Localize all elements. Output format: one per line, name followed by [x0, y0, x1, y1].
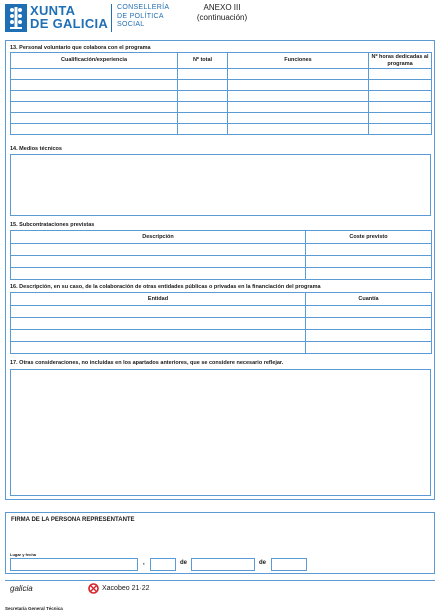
table-cell[interactable] — [178, 69, 228, 80]
table-row — [11, 342, 432, 354]
conselleria-line1: CONSELLERÍA — [117, 4, 170, 11]
table-cell[interactable] — [228, 113, 369, 124]
table-cell[interactable] — [306, 330, 432, 342]
table-cell[interactable] — [11, 69, 178, 80]
volunteer-staff-table — [10, 52, 432, 135]
table-cell[interactable] — [306, 342, 432, 354]
col-funciones: Funciones — [228, 53, 369, 69]
signature-title: FIRMA DE LA PERSONA REPRESENTANTE — [11, 517, 135, 523]
table-cell[interactable] — [306, 244, 432, 256]
table-row — [11, 69, 432, 80]
table-cell[interactable] — [178, 91, 228, 102]
table-cell[interactable] — [178, 113, 228, 124]
table-cell[interactable] — [11, 330, 306, 342]
table-cell[interactable] — [228, 80, 369, 91]
section16-title: 16. Descripción, en su caso, de la colaboración de otras entidades públicas o privadas en la financiación del programa — [10, 284, 321, 290]
place-date-label: Lugar y fecha — [10, 552, 37, 557]
table-cell[interactable] — [11, 244, 306, 256]
col-descripcion: Descripción — [11, 231, 306, 244]
anexo-title: ANEXO III — [203, 3, 241, 12]
table-row — [11, 306, 432, 318]
brand-line2: DE GALICIA — [30, 16, 109, 31]
col-horas: Nº horas dedicadas al programa — [369, 53, 432, 69]
signature-box — [5, 512, 435, 574]
xunta-brand — [30, 4, 108, 30]
footer-divider — [5, 580, 435, 581]
table-cell[interactable] — [11, 256, 306, 268]
col-cuantia: Cuantía — [306, 293, 432, 306]
table-cell[interactable] — [306, 318, 432, 330]
subcontratacion-table — [10, 230, 432, 280]
table-cell[interactable] — [178, 124, 228, 135]
conselleria-line2: DE POLÍTICA — [117, 12, 164, 20]
de-separator-1: de — [180, 560, 188, 566]
table-cell[interactable] — [11, 124, 178, 135]
table-cell[interactable] — [369, 91, 432, 102]
department-name: Secretaría General Técnica — [5, 606, 63, 611]
table-cell[interactable] — [11, 91, 178, 102]
table-cell[interactable] — [228, 102, 369, 113]
de-separator-2: de — [259, 560, 267, 566]
table-cell[interactable] — [178, 102, 228, 113]
anexo-heading — [196, 3, 248, 23]
otras-consideraciones-field[interactable] — [10, 369, 431, 496]
section17-title: 17. Otras consideraciones, no incluidas en los apartados anteriores, que se considere necesario reflejar. — [10, 360, 284, 366]
conselleria-line3: SOCIAL — [117, 21, 145, 28]
conselleria-name — [117, 4, 169, 30]
table-cell[interactable] — [11, 318, 306, 330]
table-cell[interactable] — [228, 91, 369, 102]
brand-line1: XUNTA — [30, 3, 76, 18]
table-row — [11, 244, 432, 256]
table-cell[interactable] — [369, 69, 432, 80]
galicia-logo: galicia — [10, 584, 33, 593]
section15-title: 15. Subcontrataciones previstas — [10, 222, 95, 228]
table-cell[interactable] — [369, 80, 432, 91]
table-cell[interactable] — [369, 102, 432, 113]
day-field[interactable] — [150, 558, 176, 571]
table-cell[interactable] — [306, 306, 432, 318]
table-cell[interactable] — [306, 256, 432, 268]
col-entidad: Entidad — [11, 293, 306, 306]
table-cell[interactable] — [11, 306, 306, 318]
table-cell[interactable] — [306, 268, 432, 280]
comma-separator: , — [143, 560, 145, 566]
table-row — [11, 256, 432, 268]
xacobeo-icon — [88, 583, 99, 594]
table-cell[interactable] — [11, 342, 306, 354]
table-cell[interactable] — [11, 268, 306, 280]
table-cell[interactable] — [369, 113, 432, 124]
table-row — [11, 102, 432, 113]
table-cell[interactable] — [228, 124, 369, 135]
table-cell[interactable] — [11, 102, 178, 113]
anexo-subtitle: (continuación) — [196, 13, 248, 22]
page-header — [0, 0, 439, 38]
table-row — [11, 124, 432, 135]
year-field[interactable] — [271, 558, 307, 571]
month-field[interactable] — [191, 558, 255, 571]
medios-tecnicos-field[interactable] — [10, 154, 431, 216]
col-coste-previsto: Coste previsto — [306, 231, 432, 244]
table-row — [11, 80, 432, 91]
logo-divider — [111, 4, 112, 32]
table-cell[interactable] — [11, 80, 178, 91]
section13-title: 13. Personal voluntario que colabora con el programa — [10, 45, 151, 51]
table-row — [11, 91, 432, 102]
table-cell[interactable] — [369, 124, 432, 135]
table-cell[interactable] — [11, 113, 178, 124]
col-numero-total: Nº total — [178, 53, 228, 69]
table-row — [11, 113, 432, 124]
form-main-box — [5, 40, 435, 500]
table-cell[interactable] — [178, 80, 228, 91]
col-cualificacion: Cualificación/experiencia — [11, 53, 178, 69]
table-row — [11, 330, 432, 342]
table-cell[interactable] — [228, 69, 369, 80]
xacobeo-logo: Xacobeo 21·22 — [102, 585, 150, 592]
xunta-shield-icon — [5, 4, 27, 32]
table-row — [11, 268, 432, 280]
entidades-table — [10, 292, 432, 354]
section14-title: 14. Medios técnicos — [10, 146, 62, 152]
table-row — [11, 318, 432, 330]
place-field[interactable] — [10, 558, 138, 571]
